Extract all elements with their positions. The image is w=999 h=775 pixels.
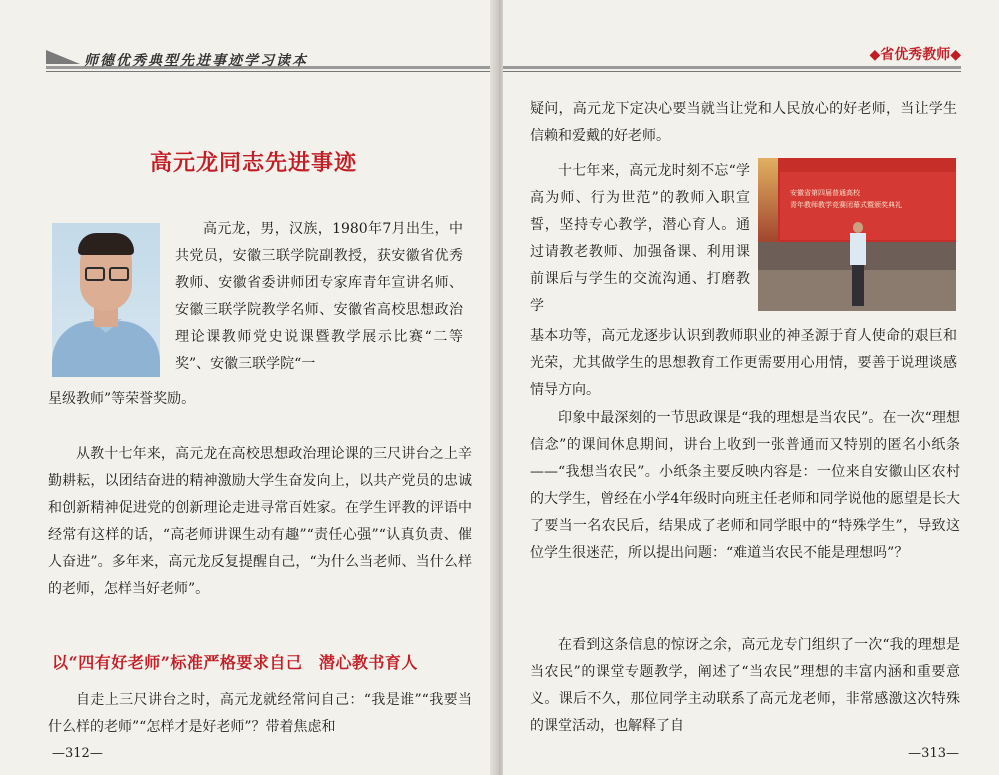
body-paragraph: 疑问，高元龙下定决心要当就当让党和人民放心的好老师，当让学生信赖和爱戴的好老师。 xyxy=(530,101,957,144)
page-number: —312— xyxy=(52,746,103,761)
intro-paragraph-end: 星级教师”等荣誉奖励。 xyxy=(48,391,196,407)
body-paragraph: 自走上三尺讲台之时，高元龙就经常问自己：“我是谁”“我要当什么样的老师”“怎样才是好老师”？带着焦虑和 xyxy=(48,692,472,735)
intro-paragraph: 高元龙，男，汉族，1980年7月出生，中共党员，安徽三联学院副教授，获安徽省优秀教师、安徽省委讲师团专家库青年宣讲名师、安徽三联学院教学名师、安徽省高校思想政治理论课教师党史说课暨教学展示比赛“二等奖”、安徽三联学院“一 xyxy=(175,221,463,372)
body-paragraph: 基本功等，高元龙逐步认识到教师职业的神圣源于育人使命的艰巨和光荣，尤其做学生的思想教育工作更需要用心用情，要善于说理谈感情导方向。 xyxy=(530,328,957,398)
photo-banner-text: 安徽省第四届普通高校 xyxy=(790,189,860,197)
body-paragraph: 印象中最深刻的一节思政课是“我的理想是当农民”。在一次“理想信念”的课间休息期间，讲台上收到一张普通而又特别的匿名小纸条——“我想当农民”。小纸条主要反映内容是：一位来自安徽山区农村的大学生，曾经在小学4年级时向班主任老师和同学说他的愿望是长大了要当一名农民后，结果成了老师和同学眼中的“特殊学生”，导致这位学生很迷茫，所以提出问题：“难道当农民不能是理想吗”？ xyxy=(530,410,960,561)
running-header: 师德优秀典型先进事迹学习读本 xyxy=(84,53,308,69)
award-ceremony-photo xyxy=(758,158,956,311)
section-subheading: 以“四有好老师”标准严格要求自己 潜心教书育人 xyxy=(52,653,418,672)
article-title: 高元龙同志先进事迹 xyxy=(150,150,358,176)
body-paragraph: 从教十七年来，高元龙在高校思想政治理论课的三尺讲台之上辛勤耕耘，以团结奋进的精神激励大学生奋发向上，以共产党员的忠诚和创新精神促进党的创新理论走进寻常百姓家。在学生评教的评语中经常有这样的话，“高老师讲课生动有趣”“责任心强”“认真负责、催人奋进”。多年来，高元龙反复提醒自己，“为什么当老师、当什么样的老师，怎样当好老师”。 xyxy=(48,446,472,597)
header-rule-thin xyxy=(503,71,961,72)
body-paragraph: 在看到这条信息的惊讶之余，高元龙专门组织了一次“我的理想是当农民”的课堂专题教学，阐述了“当农民”理想的丰富内涵和重要意义。课后不久，那位同学主动联系了高元龙老师，非常感激这次特殊的课堂活动，也解释了自 xyxy=(530,637,960,734)
photo-banner-text: 青年教师教学竞赛闭幕式暨颁奖典礼 xyxy=(790,201,902,209)
left-page xyxy=(0,0,497,775)
running-header: ◆省优秀教师◆ xyxy=(869,47,961,63)
header-rule xyxy=(503,66,961,69)
page-number: —313— xyxy=(908,746,959,761)
header-rule-thin xyxy=(46,71,497,72)
portrait-photo xyxy=(52,223,160,377)
body-paragraph: 十七年来，高元龙时刻不忘“学高为师、行为世范”的教师入职宣誓，坚持专心教学，潜心育人。通过请教老教师、加强备课、利用课前课后与学生的交流沟通、打磨教学 xyxy=(530,163,750,314)
header-marker-icon xyxy=(46,50,80,64)
